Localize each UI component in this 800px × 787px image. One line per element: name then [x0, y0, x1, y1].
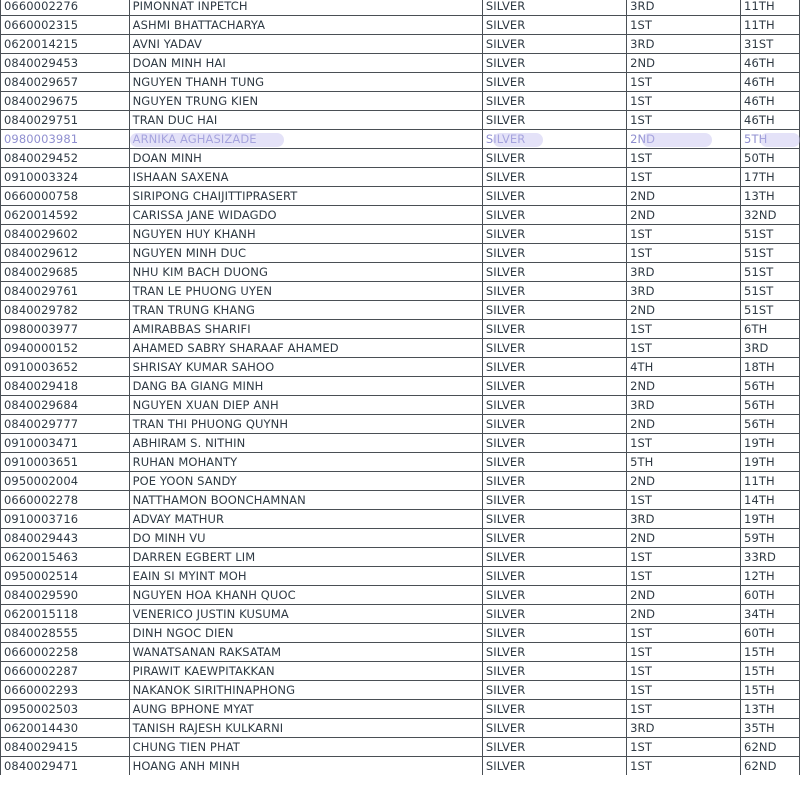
grade-cell: 11TH: [741, 0, 800, 16]
student-id-cell: 0840029602: [1, 225, 130, 244]
rank-cell: 3RD: [627, 396, 741, 415]
medal-cell: SILVER: [482, 662, 626, 681]
rank-cell: 1ST: [627, 168, 741, 187]
medal-cell: SILVER: [482, 282, 626, 301]
table-row: [1, 206, 800, 225]
table-row: [1, 320, 800, 339]
rank-cell: 1ST: [627, 548, 741, 567]
table-row: [1, 586, 800, 605]
table-row: [1, 643, 800, 662]
medal-cell: SILVER: [482, 453, 626, 472]
student-id-cell: 0840029612: [1, 244, 130, 263]
table-row: [1, 168, 800, 187]
table-row: [1, 130, 800, 149]
medal-cell: SILVER: [482, 377, 626, 396]
medal-cell: SILVER: [482, 548, 626, 567]
student-name-cell: VENERICO JUSTIN KUSUMA: [129, 605, 482, 624]
medal-cell: SILVER: [482, 624, 626, 643]
student-id-cell: 0910003324: [1, 168, 130, 187]
student-name-cell: NHU KIM BACH DUONG: [129, 263, 482, 282]
student-id-cell: 0620015118: [1, 605, 130, 624]
grade-cell: 46TH: [741, 111, 800, 130]
table-row: [1, 225, 800, 244]
student-name-cell: TRAN TRUNG KHANG: [129, 301, 482, 320]
rank-cell: 1ST: [627, 225, 741, 244]
medal-cell: SILVER: [482, 567, 626, 586]
student-id-cell: 0660000758: [1, 187, 130, 206]
student-id-cell: 0840029452: [1, 149, 130, 168]
rank-cell: 2ND: [627, 472, 741, 491]
rank-cell: 2ND: [627, 130, 741, 149]
student-name-cell: TRAN THI PHUONG QUYNH: [129, 415, 482, 434]
student-name-cell: DO MINH VU: [129, 529, 482, 548]
table-row: [1, 681, 800, 700]
grade-cell: 15TH: [741, 662, 800, 681]
student-name-cell: NGUYEN HOA KHANH QUOC: [129, 586, 482, 605]
student-id-cell: 0840029675: [1, 92, 130, 111]
student-name-cell: NGUYEN HUY KHANH: [129, 225, 482, 244]
table-row: [1, 396, 800, 415]
medal-cell: SILVER: [482, 719, 626, 738]
grade-cell: 12TH: [741, 567, 800, 586]
rank-cell: 1ST: [627, 624, 741, 643]
grade-cell: 60TH: [741, 586, 800, 605]
rank-cell: 1ST: [627, 320, 741, 339]
rank-cell: 1ST: [627, 244, 741, 263]
grade-cell: 11TH: [741, 16, 800, 35]
rank-cell: 1ST: [627, 738, 741, 757]
medal-cell: SILVER: [482, 111, 626, 130]
medal-cell: SILVER: [482, 244, 626, 263]
grade-cell: 18TH: [741, 358, 800, 377]
student-id-cell: 0950002004: [1, 472, 130, 491]
student-name-cell: SHRISAY KUMAR SAHOO: [129, 358, 482, 377]
grade-cell: 15TH: [741, 681, 800, 700]
student-name-cell: NGUYEN XUAN DIEP ANH: [129, 396, 482, 415]
table-row: [1, 187, 800, 206]
table-row: [1, 567, 800, 586]
table-row: [1, 244, 800, 263]
medal-cell: SILVER: [482, 187, 626, 206]
student-id-cell: 0620014592: [1, 206, 130, 225]
medal-cell: SILVER: [482, 149, 626, 168]
grade-cell: 15TH: [741, 643, 800, 662]
rank-cell: 3RD: [627, 35, 741, 54]
student-id-cell: 0660002278: [1, 491, 130, 510]
student-id-cell: 0840029761: [1, 282, 130, 301]
student-name-cell: HOANG ANH MINH: [129, 757, 482, 776]
grade-cell: 3RD: [741, 339, 800, 358]
medal-cell: SILVER: [482, 54, 626, 73]
grade-cell: 19TH: [741, 453, 800, 472]
table-row: [1, 73, 800, 92]
student-name-cell: DANG BA GIANG MINH: [129, 377, 482, 396]
medal-cell: SILVER: [482, 434, 626, 453]
student-id-cell: 0840029453: [1, 54, 130, 73]
table-row: [1, 149, 800, 168]
medal-cell: SILVER: [482, 320, 626, 339]
medal-cell: SILVER: [482, 339, 626, 358]
grade-cell: 19TH: [741, 434, 800, 453]
table-row: [1, 377, 800, 396]
rank-cell: 1ST: [627, 662, 741, 681]
student-id-cell: 0840029777: [1, 415, 130, 434]
table-row: [1, 282, 800, 301]
grade-cell: 32ND: [741, 206, 800, 225]
grade-cell: 51ST: [741, 282, 800, 301]
grade-cell: 14TH: [741, 491, 800, 510]
student-id-cell: 0910003652: [1, 358, 130, 377]
student-name-cell: DARREN EGBERT LIM: [129, 548, 482, 567]
student-id-cell: 0660002287: [1, 662, 130, 681]
rank-cell: 1ST: [627, 700, 741, 719]
rank-cell: 2ND: [627, 415, 741, 434]
table-row: [1, 415, 800, 434]
grade-cell: 13TH: [741, 700, 800, 719]
rank-cell: 3RD: [627, 510, 741, 529]
medal-cell: SILVER: [482, 757, 626, 776]
rank-cell: 1ST: [627, 434, 741, 453]
student-name-cell: ASHMI BHATTACHARYA: [129, 16, 482, 35]
rank-cell: 1ST: [627, 567, 741, 586]
grade-cell: 50TH: [741, 149, 800, 168]
student-id-cell: 0840029782: [1, 301, 130, 320]
grade-cell: 46TH: [741, 54, 800, 73]
student-name-cell: NATTHAMON BOONCHAMNAN: [129, 491, 482, 510]
medal-cell: SILVER: [482, 681, 626, 700]
student-name-cell: SIRIPONG CHAIJITTIPRASERT: [129, 187, 482, 206]
medal-cell: SILVER: [482, 529, 626, 548]
rank-cell: 2ND: [627, 605, 741, 624]
rank-cell: 1ST: [627, 643, 741, 662]
table-row: [1, 624, 800, 643]
medal-cell: SILVER: [482, 0, 626, 16]
student-name-cell: AMIRABBAS SHARIFI: [129, 320, 482, 339]
rank-cell: 1ST: [627, 73, 741, 92]
table-row: [1, 510, 800, 529]
student-id-cell: 0660002315: [1, 16, 130, 35]
rank-cell: 4TH: [627, 358, 741, 377]
student-name-cell: TANISH RAJESH KULKARNI: [129, 719, 482, 738]
medal-cell: SILVER: [482, 130, 626, 149]
rank-cell: 2ND: [627, 301, 741, 320]
student-id-cell: 0840029751: [1, 111, 130, 130]
grade-cell: 51ST: [741, 301, 800, 320]
student-id-cell: 0660002258: [1, 643, 130, 662]
table-row: [1, 472, 800, 491]
rank-cell: 1ST: [627, 92, 741, 111]
rank-cell: 1ST: [627, 149, 741, 168]
student-name-cell: TRAN DUC HAI: [129, 111, 482, 130]
student-id-cell: 0840029684: [1, 396, 130, 415]
student-name-cell: NGUYEN MINH DUC: [129, 244, 482, 263]
rank-cell: 5TH: [627, 453, 741, 472]
student-name-cell: NGUYEN THANH TUNG: [129, 73, 482, 92]
grade-cell: 62ND: [741, 738, 800, 757]
results-table-body: [1, 0, 800, 787]
student-id-cell: 0620015463: [1, 548, 130, 567]
rank-cell: 2ND: [627, 529, 741, 548]
medal-cell: SILVER: [482, 92, 626, 111]
table-row: [1, 700, 800, 719]
student-id-cell: 0620014430: [1, 719, 130, 738]
student-id-cell: 0980003977: [1, 320, 130, 339]
table-row: [1, 434, 800, 453]
grade-cell: 51ST: [741, 263, 800, 282]
rank-cell: 1ST: [627, 16, 741, 35]
rank-cell: 3RD: [627, 282, 741, 301]
rank-cell: 1ST: [627, 491, 741, 510]
table-row: [1, 358, 800, 377]
student-name-cell: DOAN MINH HAI: [129, 54, 482, 73]
table-row: [1, 54, 800, 73]
student-name-cell: WANATSANAN RAKSATAM: [129, 643, 482, 662]
student-id-cell: 0840029443: [1, 529, 130, 548]
student-name-cell: CHUNG TIEN PHAT: [129, 738, 482, 757]
medal-cell: SILVER: [482, 263, 626, 282]
student-id-cell: 0840029471: [1, 757, 130, 776]
grade-cell: 5TH: [741, 130, 800, 149]
grade-cell: 51ST: [741, 225, 800, 244]
rank-cell: 1ST: [627, 681, 741, 700]
medal-cell: SILVER: [482, 73, 626, 92]
student-id-cell: 0840029657: [1, 73, 130, 92]
grade-cell: 46TH: [741, 73, 800, 92]
student-id-cell: 0950002514: [1, 567, 130, 586]
table-row: [1, 16, 800, 35]
grade-cell: 62ND: [741, 757, 800, 776]
medal-cell: SILVER: [482, 605, 626, 624]
student-id-cell: 0940000152: [1, 339, 130, 358]
grade-cell: 56TH: [741, 377, 800, 396]
grade-cell: 13TH: [741, 187, 800, 206]
rank-cell: 2ND: [627, 586, 741, 605]
rank-cell: 2ND: [627, 187, 741, 206]
medal-cell: SILVER: [482, 168, 626, 187]
table-row: [1, 548, 800, 567]
student-name-cell: DINH NGOC DIEN: [129, 624, 482, 643]
grade-cell: 51ST: [741, 244, 800, 263]
rank-cell: 3RD: [627, 0, 741, 16]
student-name-cell: DOAN MINH: [129, 149, 482, 168]
rank-cell: 1ST: [627, 111, 741, 130]
rank-cell: 3RD: [627, 719, 741, 738]
medal-cell: SILVER: [482, 738, 626, 757]
rank-cell: 2ND: [627, 54, 741, 73]
student-id-cell: 0910003716: [1, 510, 130, 529]
student-id-cell: 0840029415: [1, 738, 130, 757]
student-id-cell: 0660002276: [1, 0, 130, 16]
grade-cell: 46TH: [741, 92, 800, 111]
table-row: [1, 35, 800, 54]
medal-cell: SILVER: [482, 206, 626, 225]
medal-cell: SILVER: [482, 358, 626, 377]
medal-cell: SILVER: [482, 35, 626, 54]
student-name-cell: AVNI YADAV: [129, 35, 482, 54]
medal-cell: SILVER: [482, 301, 626, 320]
student-name-cell: ISHAAN SAXENA: [129, 168, 482, 187]
student-name-cell: ADVAY MATHUR: [129, 510, 482, 529]
table-row: [1, 757, 800, 776]
student-id-cell: 0840029418: [1, 377, 130, 396]
medal-cell: SILVER: [482, 225, 626, 244]
grade-cell: 33RD: [741, 548, 800, 567]
student-name-cell: ARNIKA AGHASIZADE: [129, 130, 482, 149]
table-row: [1, 339, 800, 358]
student-name-cell: AHAMED SABRY SHARAAF AHAMED: [129, 339, 482, 358]
rank-cell: 1ST: [627, 339, 741, 358]
student-id-cell: 0840029590: [1, 586, 130, 605]
student-name-cell: CARISSA JANE WIDAGDO: [129, 206, 482, 225]
table-row: [1, 738, 800, 757]
student-id-cell: 0840028555: [1, 624, 130, 643]
student-name-cell: NGUYEN TRUNG KIEN: [129, 92, 482, 111]
grade-cell: 60TH: [741, 624, 800, 643]
table-row: [1, 529, 800, 548]
rank-cell: 1ST: [627, 757, 741, 776]
table-row: [1, 263, 800, 282]
medal-cell: SILVER: [482, 491, 626, 510]
table-row: [1, 453, 800, 472]
grade-cell: 19TH: [741, 510, 800, 529]
student-name-cell: ABHIRAM S. NITHIN: [129, 434, 482, 453]
grade-cell: 59TH: [741, 529, 800, 548]
grade-cell: 11TH: [741, 472, 800, 491]
student-name-cell: EAIN SI MYINT MOH: [129, 567, 482, 586]
grade-cell: 31ST: [741, 35, 800, 54]
table-row: [1, 301, 800, 320]
table-row: [1, 92, 800, 111]
student-id-cell: 0910003651: [1, 453, 130, 472]
student-name-cell: PIRAWIT KAEWPITAKKAN: [129, 662, 482, 681]
student-name-cell: PIMONNAT INPETCH: [129, 0, 482, 16]
student-name-cell: POE YOON SANDY: [129, 472, 482, 491]
medal-cell: SILVER: [482, 415, 626, 434]
student-id-cell: 0840029685: [1, 263, 130, 282]
grade-cell: 35TH: [741, 719, 800, 738]
student-name-cell: TRAN LE PHUONG UYEN: [129, 282, 482, 301]
student-id-cell: 0620014215: [1, 35, 130, 54]
student-id-cell: 0980003981: [1, 130, 130, 149]
grade-cell: 56TH: [741, 415, 800, 434]
medal-cell: SILVER: [482, 396, 626, 415]
grade-cell: 6TH: [741, 320, 800, 339]
table-row: [1, 0, 800, 16]
medal-cell: SILVER: [482, 643, 626, 662]
student-name-cell: AUNG BPHONE MYAT: [129, 700, 482, 719]
student-name-cell: NAKANOK SIRITHINAPHONG: [129, 681, 482, 700]
rank-cell: 3RD: [627, 263, 741, 282]
table-row: [1, 491, 800, 510]
page-bottom-edge: [0, 775, 800, 787]
table-row: [1, 111, 800, 130]
medal-cell: SILVER: [482, 472, 626, 491]
student-id-cell: 0660002293: [1, 681, 130, 700]
student-id-cell: 0950002503: [1, 700, 130, 719]
medal-cell: SILVER: [482, 510, 626, 529]
table-row: [1, 605, 800, 624]
student-name-cell: RUHAN MOHANTY: [129, 453, 482, 472]
medal-cell: SILVER: [482, 586, 626, 605]
student-id-cell: 0910003471: [1, 434, 130, 453]
medal-cell: SILVER: [482, 16, 626, 35]
medal-cell: SILVER: [482, 700, 626, 719]
table-row: [1, 719, 800, 738]
grade-cell: 34TH: [741, 605, 800, 624]
grade-cell: 17TH: [741, 168, 800, 187]
table-row: [1, 662, 800, 681]
grade-cell: 56TH: [741, 396, 800, 415]
rank-cell: 2ND: [627, 206, 741, 225]
rank-cell: 2ND: [627, 377, 741, 396]
